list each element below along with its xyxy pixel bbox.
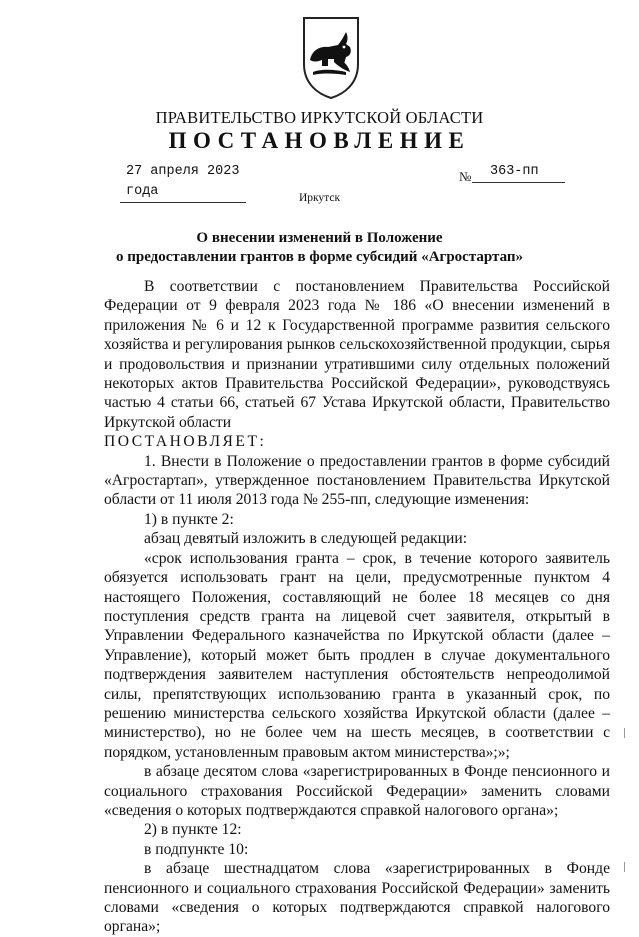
government-name: ПРАВИТЕЛЬСТВО ИРКУТСКОЙ ОБЛАСТИ (155, 108, 484, 127)
paragraph-item-1: 1. Внести в Положение о предоставлении грантов в форме субсидий «Агростартап», утвержденное постановлением Правительства Иркутской области от 11 июля 2013 года № 255-пп, следующие изменения: (104, 452, 610, 509)
scan-mark (624, 862, 625, 872)
document-title (0, 229, 639, 267)
document-number: 363-пп (472, 162, 565, 183)
paragraph-quoted-text: «срок использования гранта – срок, в течение которого заявитель обязуется использовать грант на цели, предусмотренные пунктом 4 настоящего Положения, составляющий не более 18 месяцев со дня поступления средств гранта на лицевой счет заявителя, открытый в Управлении Федерального казначейства по Иркутской области (далее – Управление), который может быть продлен в случае документального подтверждения заявителем наступления обстоятельств непреодолимой силы, препятствующих использованию гранта в указанный срок, по решению министерства сельского хозяйства Иркутской области (далее – министерство), но не более чем на шесть месяцев, в соответствии с порядком, установленным правовым актом министерства»;»; (104, 549, 610, 761)
resolves-heading: ПОСТАНОВЛЯЕТ: (104, 433, 267, 451)
paragraph-abzac-ten: в абзаце десятом слова «зарегистрированных в Фонде пенсионного и социального страхования Российской Федерации» заменить словами «сведения о которых подтверждаются справкой налогового органа»; (104, 763, 610, 819)
title-line-2: о предоставлении грантов в форме субсидий «Агростартап» (115, 249, 524, 265)
paragraph-subitem-1: 1) в пункте 2: (144, 510, 234, 528)
irkutsk-coat-of-arms-icon (298, 14, 364, 100)
number-sign: № (459, 169, 472, 184)
document-city: Иркутск (298, 192, 341, 204)
title-line-1: О внесении изменений в Положение (196, 230, 443, 246)
paragraph-subpoint-10: в подпункте 10: (144, 840, 249, 858)
scan-mark (624, 728, 625, 738)
paragraph-abzac-sixteen: в абзаце шестнадцатом слова «зарегистрированных в Фонде пенсионного и социального страхования Российской Федерации» заменить словами «сведения о которых подтверждаются справкой налогового органа»; (104, 860, 610, 936)
preamble-paragraph: В соответствии с постановлением Правительства Российской Федерации от 9 февраля 2023 года № 186 «О внесении изменений в приложения № 6 и 12 к Государственной программе развития сельского хозяйства и регулирования рынков сельскохозяйственной продукции, сырья и продовольствия и признании утратившими силу отдельных положений некоторых актов Правительства Российской Федерации», руководствуясь частью 4 статьи 66, статьей 67 Устава Иркутской области, Правительство Иркутской области (104, 278, 610, 431)
paragraph-subitem-2: 2) в пункте 12: (144, 821, 242, 839)
document-body (104, 277, 610, 937)
document-kind: ПОСТАНОВЛЕНИЕ (168, 128, 471, 153)
document-date: 27 апреля 2023 года (120, 162, 246, 203)
paragraph-abzac-nine: абзац девятый изложить в следующей редакции: (144, 530, 468, 548)
